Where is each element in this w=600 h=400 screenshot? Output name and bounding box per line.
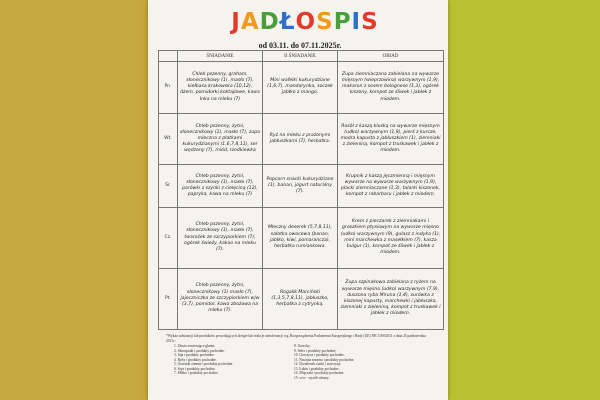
logo-letter: P [333,9,352,35]
background-right [448,0,600,400]
allergen-item: 2. Skorupiaki i produkty pochodne. [174,348,225,353]
day-cell: Pn. [159,62,178,114]
allergen-item: 7. Mleko i produkty pochodne. [174,371,219,375]
logo-letter: O [295,9,317,35]
day-cell: Śr. [159,165,178,207]
logo-letter: I [351,9,362,35]
menu-table-body [159,62,444,330]
allergen-footnote: *Wykaz substancji lub produktów powodujących alergie lub reakcje nietolerancji wg. Rozporządzenia Parlamentu Europejskiego i Rady (UE) NR 1169/2011 z dnia 25 października 2011r.: [166,334,426,343]
allergen-item: 12. Dwutlenek siarki i siarczyny. [294,362,342,366]
allergen-item: 13. Łubin i produkty pochodne. [294,366,340,371]
breakfast-cell: Chleb pszenny, żytni, słonecznikowy (1), masło (7), zupa mleczna z płatkami kukurydzianymi (1,6,7,8,11), ser wędzony (7), miód, rzodkiewka [178,113,263,165]
second-breakfast-cell: Mini wafelki kukurydziane (1,6,7), mandarynka, soczek jabłko z mango. [263,62,338,114]
table-row [159,113,444,165]
allergen-item: 11. Nasiona sezamu i produkty pochodne. [294,357,355,362]
date-range: od 03.11. do 07.11.2025r. [258,41,342,50]
allergen-item: 15. w/w - wyrób własny. [294,375,330,380]
logo-letter: J [231,9,241,35]
allergen-item: 1. Zboża zawierające gluten. [174,344,216,348]
table-header-row [159,51,444,62]
lunch-cell: Rosół z kaszą kluską na wywarze mięsnym (udko) warzywnym (1,9), pierś z kurcze, modra kapusta z jabłuszkiem (1), ziemniaki z zieleniną, kompot z truskawek i jabłek z miodem. [338,113,444,165]
allergen-list-right [294,344,414,380]
second-breakfast-cell: Ryż na mleku z prażonymi jabłuszkami (7), herbatka. [263,113,338,165]
allergen-item: 5. Orzeszki ziemne i produkty pochodne. [174,362,234,366]
second-breakfast-cell: Rogalik Marciński (1,3,5,7,8,11), jabłuszko, herbatka z cytrynką. [263,268,338,329]
logo-letter: Ł [279,9,296,35]
table-row [159,207,444,268]
lunch-cell: Zupa ziemniaczana zabielana na wywarze mięsnym (wieprzowina) warzywnym (1,9), makaron z sosem bolognese (1,3), ogórek kiszony, kompot ze śliwek i jabłek z miodem. [338,62,444,114]
second-breakfast-cell: Popcorn snacki kukurydziane (1), banan, jogurt naturalny (7). [263,165,338,207]
table-row [159,268,444,329]
column-header-second-breakfast: II ŚNIADANIE [263,51,338,62]
logo-letter: A [240,9,260,35]
logo-letter: S [361,9,379,35]
breakfast-cell: Chleb pszenny, żytni, słonecznikowy (1), masło (7), parówki z szynki z cielęciną (12), papryka, kawa na mleku (7) [178,165,263,207]
jadlospis-logo [230,8,380,36]
background-left [0,0,140,400]
logo-letter: D [259,9,280,35]
allergen-item: 6. Soja i produkty pochodne. [174,366,216,371]
logo-letter: S [316,9,334,35]
column-header-day [159,51,178,62]
allergen-item: 8. Orzechy. [294,344,311,348]
allergen-list-left [174,344,294,376]
lunch-cell: Krupnik z kaszą jęczmienną i mięsnym wywarze na wywarze warzywnym (1,9), placki ziemniaczane (1,3), talarki kiszonek, kompot z rabarbaru i jabłek z miodem. [338,165,444,207]
menu-table [158,50,444,330]
day-cell: Pt. [159,268,178,329]
allergen-item: 14. Mięczaki i produkty pochodne. [294,371,345,375]
day-cell: Wt. [159,113,178,165]
allergen-item: 4. Ryby i produkty pochodne. [174,357,217,362]
lunch-cell: Zupa szpinakowa zabielana z ryżem na wywarze mięsno (udko) warzywnym (7,9), duszona ryba Miruna (1,4), surówka z kiszonej kapusty, marchewki i jabłuszka, ziemniaki z zieleniną, kompot z truskawek i jabłek z miodem. [338,268,444,329]
column-header-lunch: OBIAD [338,51,444,62]
breakfast-cell: Chleb pszenny, graham, słonecznikowy (1), masło (7), kiełbasa krakowska (10,12), dżem, pomidorki koktajlowe, kawa Inka na mleku (7) [178,62,263,114]
allergen-item: 3. Jaja i produkty pochodne. [174,353,215,357]
lunch-cell: Krem z pieczarek z ziemniakami i groszkiem ptysiowym na wywarze mięsno (udko) warzywnym (9), gulasz z indyka (1), mini marchewka z masełkiem (7), kasza bulgur (1), kompot ze śliwek i jabłek z miodem. [338,207,444,268]
day-cell: Cz. [159,207,178,268]
table-row [159,62,444,114]
breakfast-cell: Chleb pszenny, żytni, słonecznikowy (1), masło (7), twarożek ze szczypiorkiem (7), ogórek świeży, kakao na mleku (7). [178,207,263,268]
allergen-item: 9. Seler i produkty pochodne. [294,348,337,353]
breakfast-cell: Chleb pszenny, żytni, słonecznikowy (1) masło (7), jajeczniczka ze szczypiorkiem w/w (3,7), pomidor, kawa zbożowa na mleku (7). [178,268,263,329]
column-header-breakfast: ŚNIADANIE [178,51,263,62]
allergen-item: 10. Gorczyca i produkty pochodne. [294,353,345,357]
second-breakfast-cell: Mleczny deserek (5,7,8,11), sałatka owocowa (banan, jabłko, kiwi, pomarańcza), herbatka rumiankowa. [263,207,338,268]
table-row [159,165,444,207]
